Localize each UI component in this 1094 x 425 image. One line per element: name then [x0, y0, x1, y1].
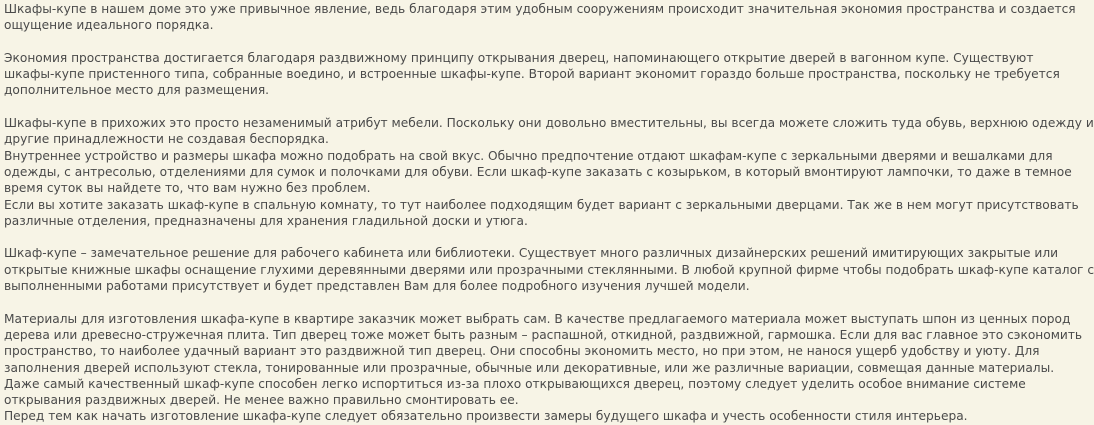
text-line: дерева или древесно-стружечная плита. Тип дверец тоже может быть разным – распашной, откидной, раздвижной, гармошка. Если для вас главное это сэкономить	[4, 327, 1083, 342]
text-line: шкафы-купе пристенного типа, собранные воедино, и встроенные шкафы-купе. Второй вариант экономит гораздо больше пространства, поскольку не требуется	[4, 67, 1060, 82]
text-line: Перед тем как начать изготовление шкафа-купе следует обязательно произвести замеры будущего шкафа и учесть особенности стиля интерьера.	[4, 409, 968, 424]
text-line: другие принадлежности не создавая беспорядка.	[4, 132, 329, 147]
text-line: открывания раздвижных дверей. Не менее важно правильно смонтировать ее.	[4, 393, 519, 408]
text-line: пространство, то наиболее удачный вариант это раздвижной тип дверец. Они способны экономить место, но при этом, не нанося ущерб удобству и уюту. Для	[4, 344, 1040, 359]
text-line: Даже самый качественный шкаф-купе способен легко испортиться из-за плохо открывающихся дверец, поэтому следует уделить особое внимание системе	[4, 376, 1026, 391]
text-line: Шкаф-купе – замечательное решение для рабочего кабинета или библиотеки. Существует много различных дизайнерских решений имитирующих закрытые или	[4, 246, 1059, 261]
text-line: открытые книжные шкафы оснащение глухими деревянными дверями или прозрачными стеклянными. В любой крупной фирме чтобы подобрать шкаф-купе каталог с	[4, 262, 1094, 277]
paragraph-gap	[4, 99, 1001, 115]
text-line: различные отделения, предназначены для хранения гладильной доски и утюга.	[4, 213, 528, 228]
paragraph-gap	[4, 294, 1001, 310]
text-line: Шкафы-купе в прихожих это просто незаменимый атрибут мебели. Поскольку они довольно вместительны, вы всегда можете сложить туда обувь, верхнюю одежду и	[4, 116, 1094, 131]
text-line: одежды, с антресолью, отделениями для сумок и полочками для обуви. Если шкаф-купе заказать с козырьком, в который вмонтируют лампочки, то даже в темное	[4, 164, 1072, 179]
text-line: Материалы для изготовления шкафа-купе в квартире заказчик может выбрать сам. В качестве предлагаемого материала может выступать шпон из ценных пород	[4, 311, 1071, 326]
text-line: Шкафы-купе в нашем доме это уже привычное явление, ведь благодаря этим удобным сооружениям происходит значительная экономия пространства и создается	[4, 2, 1076, 16]
text-line: Экономия пространства достигается благодаря раздвижному принципу открывания дверец, напоминающего открытие дверей в вагонном купе. Существуют	[4, 50, 1034, 65]
text-line: дополнительное место для размещения.	[4, 83, 270, 98]
text-line: время суток вы найдете то, что вам нужно без проблем.	[4, 181, 371, 196]
paragraph-gap	[4, 34, 1001, 50]
text-line: Внутреннее устройство и размеры шкафа можно подобрать на свой вкус. Обычно предпочтение отдают шкафам-купе с зеркальными дверями и вешалками для	[4, 148, 1053, 163]
text-line: ощущение идеального порядка.	[4, 18, 214, 33]
text-line: выполненными работами присутствует и будет представлен Вам для более подробного изучения лучшей модели.	[4, 279, 750, 294]
text-line: Если вы хотите заказать шкаф-купе в спальную комнату, то тут наиболее подходящим будет вариант с зеркальными дверцами. Так же в нем могут присутствовать	[4, 197, 1079, 212]
paragraph-gap	[4, 229, 1001, 245]
text-line: заполнения дверей используют стекла, тонированные или прозрачные, обычные или декоративные, или же различные вариации, совмещая данные материалы.	[4, 360, 1055, 375]
